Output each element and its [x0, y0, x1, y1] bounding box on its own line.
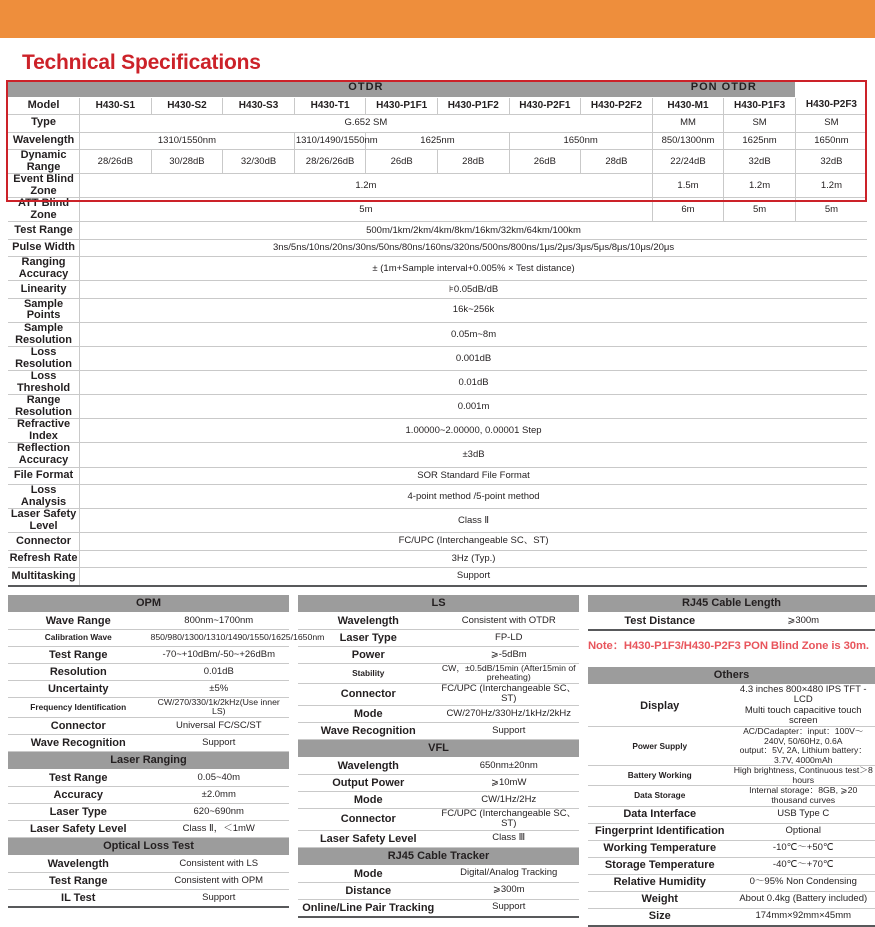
table-row — [298, 646, 579, 663]
table-row — [298, 757, 579, 774]
row-value: CW，±0.5dB/15min (After15min of preheating) — [439, 663, 580, 683]
table-row — [8, 786, 289, 803]
row-label: Mode — [298, 705, 439, 722]
table-row — [8, 485, 867, 509]
section-header: Others — [588, 667, 875, 685]
row-label: Connector — [8, 717, 149, 734]
value-cell: 22/24dB — [652, 150, 724, 174]
pon-blind-zone-note: Note：H430-P1F3/H430-P2F3 PON Blind Zone is 30m. — [588, 631, 875, 653]
row-label: Calibration Wave — [8, 629, 149, 646]
section-header-row — [588, 667, 875, 685]
table-row — [8, 322, 867, 346]
value-cell: ⊧0.05dB/dB — [80, 281, 867, 299]
table-row — [588, 727, 875, 766]
row-value: Support — [149, 889, 290, 907]
section-header: RJ45 Cable Length — [588, 595, 875, 613]
value-cell: 3Hz (Typ.) — [80, 550, 867, 568]
table-row — [8, 257, 867, 281]
row-value — [732, 684, 875, 727]
value-cell: SOR Standard File Format — [80, 467, 867, 485]
row-label: Online/Line Pair Tracking — [298, 899, 439, 917]
table-row — [8, 889, 289, 907]
row-value: 850/980/1300/1310/1490/1550/1625/1650nm — [149, 629, 290, 646]
table-row — [8, 115, 867, 133]
row-label: Refresh Rate — [8, 550, 80, 568]
row-label: Wave Range — [8, 612, 149, 629]
table-row — [8, 467, 867, 485]
row-label: Connector — [298, 808, 439, 830]
page-title: Technical Specifications — [22, 51, 875, 75]
row-value: 0.05~40m — [149, 769, 290, 786]
table-row — [588, 766, 875, 786]
row-label: Data Storage — [588, 786, 732, 806]
group-header-spacer — [8, 80, 80, 97]
table-row — [588, 684, 875, 727]
row-value: FP-LD — [439, 629, 580, 646]
table-row — [8, 239, 867, 257]
column-middle — [298, 595, 579, 927]
table-row — [8, 872, 289, 889]
otdr-specification-table — [8, 80, 867, 587]
row-label: Wave Recognition — [298, 722, 439, 739]
value-cell: 0.05m~8m — [80, 322, 867, 346]
row-label: Test Range — [8, 872, 149, 889]
value-cell: Support — [80, 568, 867, 586]
row-label: Accuracy — [8, 786, 149, 803]
table-row — [588, 874, 875, 891]
table-row — [8, 680, 289, 697]
optical-loss-test-table — [8, 838, 289, 908]
value-cell: 1.2m — [724, 174, 796, 198]
row-value: CW/270/330/1k/2kHz(Use inner LS) — [149, 697, 290, 717]
row-label-model: Model — [8, 97, 80, 115]
value-cell: 1.00000~2.00000, 0.00001 Step — [80, 419, 867, 443]
table-row — [298, 882, 579, 899]
value-cell: 1650nm — [509, 132, 652, 150]
table-row — [298, 663, 579, 683]
row-label: Reflection Accuracy — [8, 443, 80, 467]
row-label: Display — [588, 684, 732, 727]
row-value: ⩾-5dBm — [439, 646, 580, 663]
row-value: 800nm~1700nm — [149, 612, 290, 629]
row-label: IL Test — [8, 889, 149, 907]
row-value: ±5% — [149, 680, 290, 697]
value-cell: G.652 SM — [80, 115, 653, 133]
row-value: About 0.4kg (Battery included) — [732, 891, 875, 908]
row-label: Fingerprint Identification — [588, 823, 732, 840]
table-row — [8, 371, 867, 395]
table-row — [8, 419, 867, 443]
table-row — [8, 612, 289, 629]
table-row — [298, 629, 579, 646]
table-row — [8, 697, 289, 717]
row-label: Linearity — [8, 281, 80, 299]
section-header: Optical Loss Test — [8, 838, 289, 856]
row-value: -70~+10dBm/-50~+26dBm — [149, 646, 290, 663]
row-label: Refractive Index — [8, 419, 80, 443]
row-label: Test Range — [8, 769, 149, 786]
row-value: ⩾300m — [732, 612, 875, 630]
row-label: Range Resolution — [8, 395, 80, 419]
value-cell: 1.2m — [80, 174, 653, 198]
table-row — [298, 774, 579, 791]
value-cell: 28/26/26dB — [294, 150, 366, 174]
row-label: Storage Temperature — [588, 857, 732, 874]
row-value: FC/UPC (Interchangeable SC、ST) — [439, 683, 580, 705]
row-label: Loss Threshold — [8, 371, 80, 395]
row-label: Test Distance — [588, 612, 732, 630]
column-right — [588, 595, 875, 927]
value-cell: 32/30dB — [223, 150, 295, 174]
table-row — [298, 865, 579, 882]
model-cell-7: H430-P2F2 — [581, 97, 653, 115]
section-header: LS — [298, 595, 579, 613]
value-cell: 32dB — [795, 150, 867, 174]
value-cell: Class Ⅱ — [80, 509, 867, 533]
row-label: Laser Type — [8, 803, 149, 820]
row-value: 0.01dB — [149, 663, 290, 680]
value-cell: 32dB — [724, 150, 796, 174]
value-cell: 1625nm — [724, 132, 796, 150]
row-label: Stability — [298, 663, 439, 683]
table-row — [8, 443, 867, 467]
table-row — [8, 509, 867, 533]
row-label: Multitasking — [8, 568, 80, 586]
row-value-line2: output：5V, 2A, Lithium battery：3.7V, 4000mAh — [734, 746, 874, 765]
row-label: Wavelength — [8, 132, 80, 150]
table-row — [298, 705, 579, 722]
model-cell-5: H430-P1F2 — [437, 97, 509, 115]
value-cell: 1625nm — [366, 132, 509, 150]
value-cell: 5m — [795, 198, 867, 222]
group-header-row — [8, 80, 867, 97]
table-row — [8, 298, 867, 322]
table-row — [588, 806, 875, 823]
opm-table — [8, 595, 289, 752]
row-label: Type — [8, 115, 80, 133]
rj45-cable-length-table — [588, 595, 875, 631]
top-orange-banner — [0, 0, 875, 38]
value-cell: 850/1300nm — [652, 132, 724, 150]
row-value: Internal storage：8GB, ⩾20 thousand curves — [732, 786, 875, 806]
row-label: Data Interface — [588, 806, 732, 823]
section-header: VFL — [298, 740, 579, 758]
model-cell-4: H430-P1F1 — [366, 97, 438, 115]
value-cell: 5m — [80, 198, 653, 222]
table-row — [8, 222, 867, 240]
row-value: Optional — [732, 823, 875, 840]
value-cell: FC/UPC (Interchangeable SC、ST) — [80, 533, 867, 551]
value-cell: SM — [724, 115, 796, 133]
section-header-row — [8, 595, 289, 613]
value-cell: 1310/1550nm — [80, 132, 295, 150]
row-label: Event Blind Zone — [8, 174, 80, 198]
row-value-line2: Multi touch capacitive touch screen — [734, 706, 874, 727]
row-label: Sample Resolution — [8, 322, 80, 346]
row-value — [732, 727, 875, 766]
table-row — [8, 174, 867, 198]
model-cell-3: H430-T1 — [294, 97, 366, 115]
vfl-table — [298, 740, 579, 848]
row-value: High brightness, Continuous test＞8 hours — [732, 766, 875, 786]
column-left — [8, 595, 289, 927]
row-label: Wavelength — [298, 612, 439, 629]
model-cell-8: H430-M1 — [652, 97, 724, 115]
row-label: Frequency Identification — [8, 697, 149, 717]
value-cell: 5m — [724, 198, 796, 222]
table-row — [298, 830, 579, 847]
table-row — [8, 663, 289, 680]
section-header-row — [8, 752, 289, 770]
row-value: ⩾10mW — [439, 774, 580, 791]
row-label: Loss Resolution — [8, 347, 80, 371]
row-value: -10℃～+50℃ — [732, 840, 875, 857]
table-row — [8, 717, 289, 734]
ls-table — [298, 595, 579, 740]
row-label: Uncertainty — [8, 680, 149, 697]
row-value: Support — [149, 734, 290, 751]
row-label: Loss Analysis — [8, 485, 80, 509]
table-row — [8, 150, 867, 174]
value-cell: ±3dB — [80, 443, 867, 467]
row-label: Output Power — [298, 774, 439, 791]
row-value-line1: 4.3 inches 800×480 IPS TFT - LCD — [734, 685, 874, 706]
model-row — [8, 97, 867, 115]
row-label: Distance — [298, 882, 439, 899]
row-label: File Format — [8, 467, 80, 485]
section-header-row — [8, 838, 289, 856]
value-cell: 30/28dB — [151, 150, 223, 174]
section-header: Laser Ranging — [8, 752, 289, 770]
table-row — [298, 808, 579, 830]
table-row — [588, 786, 875, 806]
value-cell: SM — [795, 115, 867, 133]
section-header-row — [298, 595, 579, 613]
value-cell: 28/26dB — [80, 150, 152, 174]
section-header: OPM — [8, 595, 289, 613]
row-value: Support — [439, 722, 580, 739]
row-label: Mode — [298, 791, 439, 808]
row-value: CW/1Hz/2Hz — [439, 791, 580, 808]
row-value: 650nm±20nm — [439, 757, 580, 774]
table-row — [8, 646, 289, 663]
spacer — [588, 653, 875, 667]
table-row — [8, 769, 289, 786]
table-row — [8, 568, 867, 586]
value-cell: MM — [652, 115, 724, 133]
table-row — [588, 908, 875, 926]
table-row — [298, 722, 579, 739]
section-header: RJ45 Cable Tracker — [298, 848, 579, 866]
row-value: ⩾300m — [439, 882, 580, 899]
table-row — [8, 281, 867, 299]
value-cell: ± (1m+Sample interval+0.005% × Test distance) — [80, 257, 867, 281]
table-row — [8, 132, 867, 150]
row-label: Test Range — [8, 646, 149, 663]
row-value: Digital/Analog Tracking — [439, 865, 580, 882]
row-label: Test Range — [8, 222, 80, 240]
value-cell: 26dB — [366, 150, 438, 174]
row-label: Connector — [298, 683, 439, 705]
table-row — [8, 803, 289, 820]
model-cell-1: H430-S2 — [151, 97, 223, 115]
row-value: 174mm×92mm×45mm — [732, 908, 875, 926]
value-cell: 6m — [652, 198, 724, 222]
row-label: Dynamic Range — [8, 150, 80, 174]
row-value: Consistent with OPM — [149, 872, 290, 889]
value-cell: 1650nm — [795, 132, 867, 150]
table-row — [8, 347, 867, 371]
row-label: Laser Safety Level — [298, 830, 439, 847]
section-header-row — [588, 595, 875, 613]
row-label: Laser Safety Level — [8, 820, 149, 837]
table-row — [588, 857, 875, 874]
table-row — [8, 855, 289, 872]
table-row — [8, 629, 289, 646]
laser-ranging-table — [8, 752, 289, 838]
row-label: Laser Safety Level — [8, 509, 80, 533]
value-cell: 16k~256k — [80, 298, 867, 322]
model-cell-2: H430-S3 — [223, 97, 295, 115]
table-row — [298, 899, 579, 917]
row-label: Pulse Width — [8, 239, 80, 257]
value-cell: 1310/1490/1550nm — [294, 132, 366, 150]
value-cell: 0.01dB — [80, 371, 867, 395]
table-row — [298, 683, 579, 705]
row-label: Laser Type — [298, 629, 439, 646]
value-cell: 28dB — [581, 150, 653, 174]
row-label: ATT Blind Zone — [8, 198, 80, 222]
model-cell-9: H430-P1F3 — [724, 97, 796, 115]
table-row — [588, 891, 875, 908]
others-table — [588, 667, 875, 927]
table-row — [588, 823, 875, 840]
row-value-line1: AC/DCadapter：input：100V～240V, 50/60Hz, 0.6A — [734, 727, 874, 746]
value-cell: 0.001m — [80, 395, 867, 419]
table-row — [8, 734, 289, 751]
value-cell: 4-point method /5-point method — [80, 485, 867, 509]
row-label: Resolution — [8, 663, 149, 680]
row-value: 0～95% Non Condensing — [732, 874, 875, 891]
model-cell-6: H430-P2F1 — [509, 97, 581, 115]
row-value: FC/UPC (Interchangeable SC、ST) — [439, 808, 580, 830]
table-row — [8, 198, 867, 222]
group-header-1: PON OTDR — [652, 80, 795, 97]
row-value: CW/270Hz/330Hz/1kHz/2kHz — [439, 705, 580, 722]
row-value: Class Ⅲ — [439, 830, 580, 847]
table-row — [8, 820, 289, 837]
row-label: Wavelength — [298, 757, 439, 774]
row-label: Power — [298, 646, 439, 663]
row-label: Weight — [588, 891, 732, 908]
rj45-cable-tracker-table — [298, 848, 579, 918]
row-label: Power Supply — [588, 727, 732, 766]
row-label: Relative Humidity — [588, 874, 732, 891]
row-value: Consistent with OTDR — [439, 612, 580, 629]
row-label: Battery Working — [588, 766, 732, 786]
bottom-columns — [0, 587, 875, 927]
table-row — [298, 612, 579, 629]
row-value: Support — [439, 899, 580, 917]
value-cell: 0.001dB — [80, 347, 867, 371]
table-row — [8, 550, 867, 568]
row-label: Wave Recognition — [8, 734, 149, 751]
value-cell: 28dB — [437, 150, 509, 174]
value-cell: 3ns/5ns/10ns/20ns/30ns/50ns/80ns/160ns/320ns/500ns/800ns/1μs/2μs/3μs/5μs/8μs/10μs/20μs — [80, 239, 867, 257]
model-cell-10: H430-P2F3 — [795, 97, 867, 115]
value-cell: 26dB — [509, 150, 581, 174]
row-value: USB Type C — [732, 806, 875, 823]
value-cell: 1.2m — [795, 174, 867, 198]
row-value: Universal FC/SC/ST — [149, 717, 290, 734]
row-label: Connector — [8, 533, 80, 551]
section-header-row — [298, 740, 579, 758]
row-value: Class Ⅱ，＜1mW — [149, 820, 290, 837]
value-cell: 1.5m — [652, 174, 724, 198]
value-cell: 500m/1km/2km/4km/8km/16km/32km/64km/100km — [80, 222, 867, 240]
table-row — [588, 840, 875, 857]
row-value: 620~690nm — [149, 803, 290, 820]
group-header-0: OTDR — [80, 80, 653, 97]
section-header-row — [298, 848, 579, 866]
model-cell-0: H430-S1 — [80, 97, 152, 115]
row-value: -40℃～+70℃ — [732, 857, 875, 874]
row-value: Consistent with LS — [149, 855, 290, 872]
main-spec-table-wrap — [0, 80, 875, 587]
table-row — [8, 533, 867, 551]
table-row — [298, 791, 579, 808]
row-label: Wavelength — [8, 855, 149, 872]
row-label: Ranging Accuracy — [8, 257, 80, 281]
row-label: Working Temperature — [588, 840, 732, 857]
table-row — [588, 612, 875, 630]
row-label: Size — [588, 908, 732, 926]
table-row — [8, 395, 867, 419]
row-label: Mode — [298, 865, 439, 882]
row-value: ±2.0mm — [149, 786, 290, 803]
row-label: Sample Points — [8, 298, 80, 322]
